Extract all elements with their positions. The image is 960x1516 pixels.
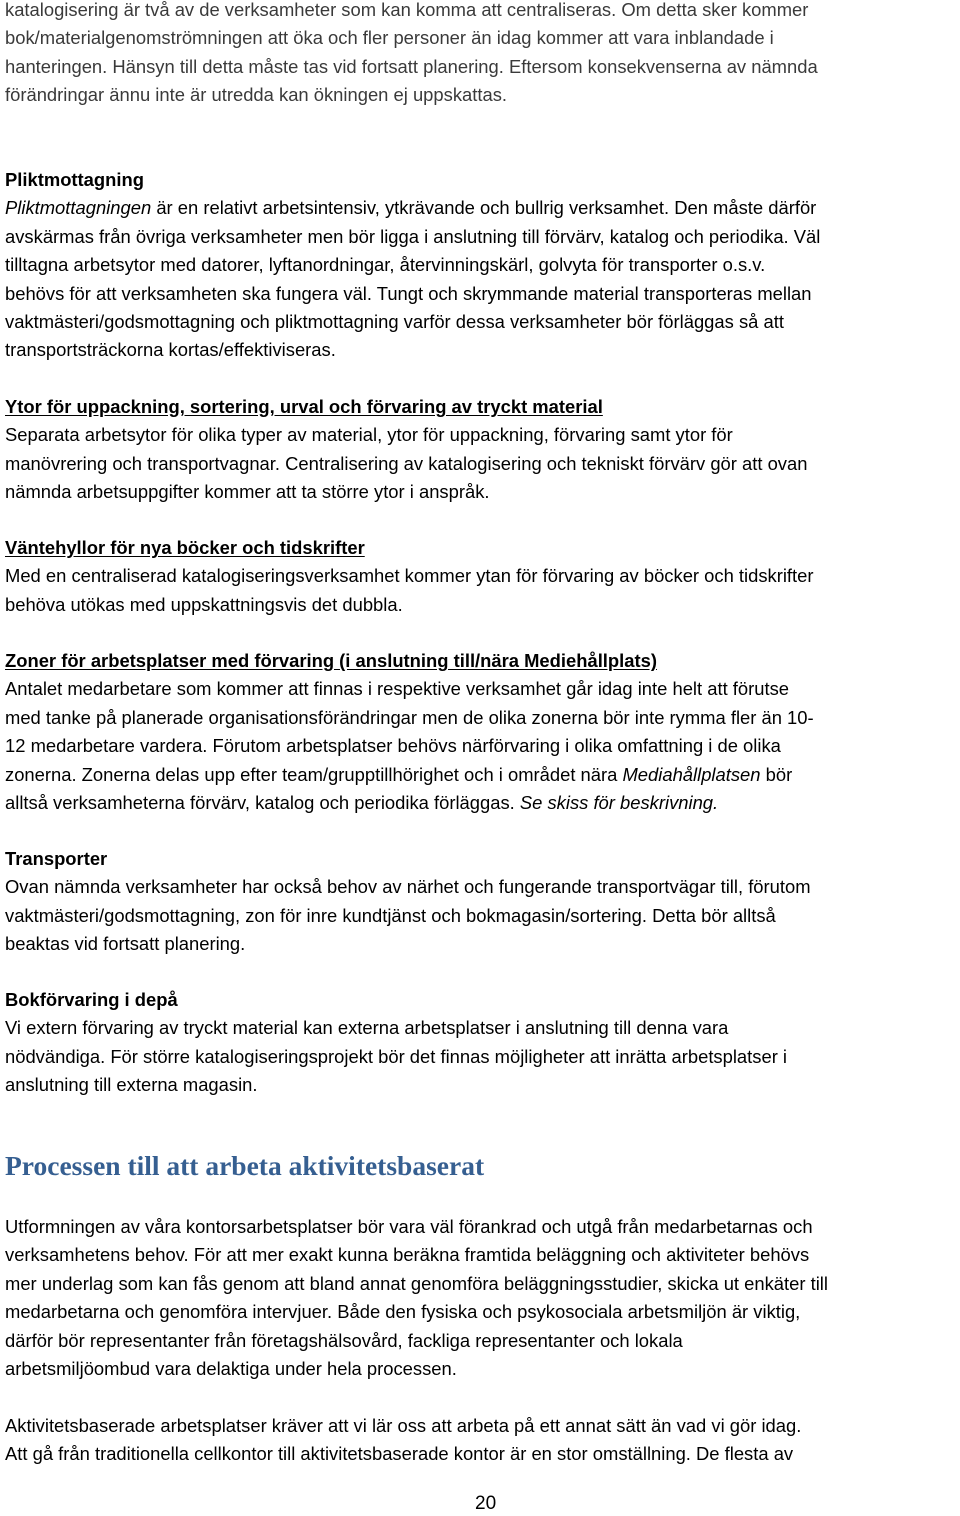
text-line [5,194,955,222]
text-line: Ovan nämnda verksamheter har också behov av närhet och fungerande transportvägar till, förutom [5,876,811,898]
text-fragment: alltså verksamheterna förvärv, katalog och periodika förläggas. [5,792,520,814]
text-line: Vi extern förvaring av tryckt material kan externa arbetsplatser i anslutning till denna vara [5,1017,729,1039]
section-vantehyllor [5,534,955,619]
text-line: anslutning till externa magasin. [5,1074,258,1096]
intro-paragraph [5,0,955,110]
text-fragment: zonerna. Zonerna delas upp efter team/grupptillhörighet och i området nära [5,763,623,785]
text-line: transportsträckorna kortas/effektiviseras. [5,339,336,361]
text-line: Med en centraliserad katalogiseringsverksamhet kommer ytan för förvaring av böcker och tidskrifter [5,565,814,587]
section-bokforvaring [5,986,955,1100]
text-line [5,789,955,817]
section-zoner [5,647,955,817]
section-heading: Zoner för arbetsplatser med förvaring (i anslutning till/nära Mediehållplats) [5,650,657,671]
text-line: bok/materialgenomströmningen att öka och fler personer än idag kommer att vara inblandade i [5,27,774,49]
text-line: Att gå från traditionella cellkontor till aktivitetsbaserade kontor är en stor omställning. De flesta av [5,1443,794,1465]
text-line: Antalet medarbetare som kommer att finnas i respektive verksamhet går idag inte helt att förutse [5,678,790,700]
section-transporter [5,845,955,959]
text-line: behöva utökas med uppskattningsvis det dubbla. [5,593,403,615]
italic-term: Mediahållplatsen [622,763,761,785]
text-line [5,761,955,789]
text-line: Separata arbetsytor för olika typer av material, ytor för uppackning, förvaring samt ytor för [5,424,733,446]
italic-term: Pliktmottagningen [5,197,152,219]
text-line: vaktmästeri/godsmottagning, zon för inre kundtjänst och bokmagasin/sortering. Detta bör alltså [5,904,776,926]
section-pliktmottagning [5,166,955,365]
text-line: därför bör representanter från företagshälsovård, fackliga representanter och lokala [5,1329,683,1351]
text-line: Utformningen av våra kontorsarbetsplatser bör vara väl förankrad och utgå från medarbetarnas och [5,1216,813,1237]
text-line: arbetsmiljöombud vara delaktiga under hela processen. [5,1358,457,1380]
text-line: beaktas vid fortsatt planering. [5,933,246,955]
text-line: vaktmästeri/godsmottagning och pliktmottagning varför dessa verksamheter bör förläggas så att [5,311,784,333]
text-line: katalogisering är två av de verksamheter som kan komma att centraliseras. Om detta sker kommer [5,0,809,20]
text-line: mer underlag som kan fås genom att bland annat genomföra beläggningsstudier, skicka ut enkäter till [5,1272,828,1294]
section-heading: Transporter [5,848,108,869]
processen-paragraph-1 [5,1213,955,1383]
italic-reference: Se skiss för beskrivning. [519,792,719,814]
text-line: verksamhetens behov. För att mer exakt kunna beräkna framtida beläggning och aktiviteter behövs [5,1244,810,1266]
text-line: tilltagna arbetsytor med datorer, lyftanordningar, återvinningskärl, golvyta för transporter o.s.v. [5,254,766,276]
processen-paragraph-2 [5,1412,955,1469]
text-line: med tanke på planerade organisationsförändringar men de olika zonerna bör inte rymma fler än 10- [5,706,814,728]
text-line: hanteringen. Hänsyn till detta måste tas vid fortsatt planering. Eftersom konsekvenserna av nämnda [5,55,818,77]
text-line: Aktivitetsbaserade arbetsplatser kräver att vi lär oss att arbeta på ett annat sätt än vad vi gör idag. [5,1415,802,1436]
text-fragment: bör [760,763,793,785]
text-line: nödvändiga. För större katalogiseringsprojekt bör det finnas möjligheter att inrätta arbetsplatser i [5,1045,788,1067]
text-line: förändringar ännu inte är utredda kan ökningen ej uppskattas. [5,84,507,106]
text-line: 12 medarbetare vardera. Förutom arbetsplatser behövs närförvaring i olika omfattning i de olika [5,735,781,757]
text-line: behövs för att verksamheten ska fungera väl. Tungt och skrymmande material transporteras mellan [5,282,812,304]
section-heading: Bokförvaring i depå [5,989,178,1010]
section-heading: Väntehyllor för nya böcker och tidskrifter [5,537,365,558]
page-number: 20 [475,1493,497,1514]
text-line: medarbetarna och genomföra intervjuer. Både den fysiska och psykosociala arbetsmiljön är viktig, [5,1301,801,1323]
section-heading: Pliktmottagning [5,169,144,190]
text-fragment: är en relativt arbetsintensiv, ytkrävande och bullrig verksamhet. Den måste därför [151,197,817,219]
section-heading: Ytor för uppackning, sortering, urval och förvaring av tryckt material [5,396,603,417]
section-title: Processen till att arbeta aktivitetsbaserat [5,1150,485,1181]
text-line: nämnda arbetsuppgifter kommer att ta större ytor i anspråk. [5,481,490,503]
text-line: avskärmas från övriga verksamheter men bör ligga i anslutning till förvärv, katalog och periodika. Väl [5,225,821,247]
text-line: manövrering och transportvagnar. Centralisering av katalogisering och tekniskt förvärv gör att ovan [5,452,808,474]
section-ytor [5,393,955,507]
